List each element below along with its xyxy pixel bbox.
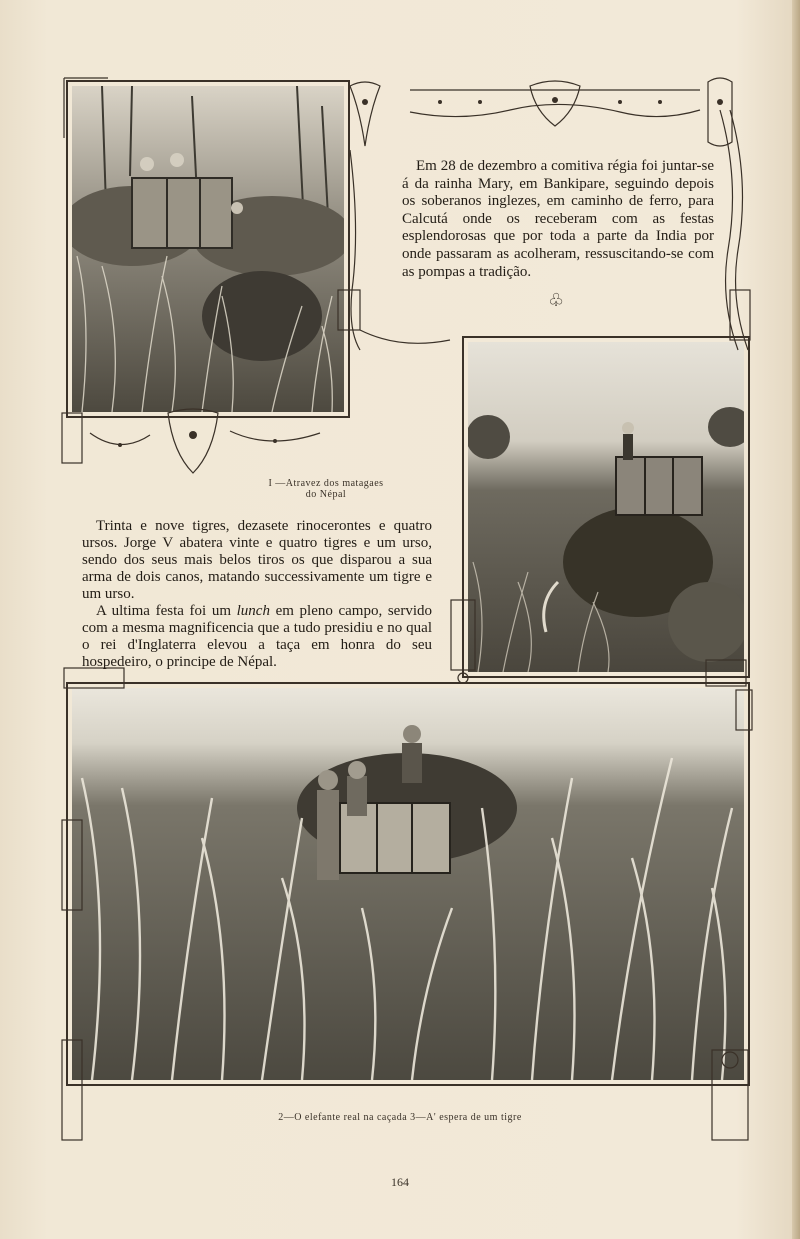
paragraph-middle-2-italic: lunch xyxy=(236,603,270,619)
ornament-top-band xyxy=(60,72,750,162)
caption-photo1-line1: I —Atravez dos matagaes xyxy=(268,478,384,489)
ornament-photo2-left xyxy=(445,590,485,690)
caption-bottom: 2—O elefante real na caçada 3—A' espera de um tigre xyxy=(278,1112,522,1123)
club-ornament-icon: ♧ xyxy=(548,290,565,311)
paragraph-middle-2-before: A ultima festa foi um xyxy=(96,603,237,619)
page-number: 164 xyxy=(391,1175,409,1189)
book-spine-shadow xyxy=(792,0,800,1239)
caption-photo1-line2: do Népal xyxy=(305,489,347,500)
ornament-bottom-left xyxy=(58,660,138,1160)
paragraph-middle-1: Trinta e nove tigres, dezasete rinocerontes e quatro ursos. Jorge V abatera vinte e quatro tigres e um urso, sendo dos seus mais belos tiros os que disparou a sua arma de dois canos, matando successivamente um tigre e um urso. xyxy=(82,518,432,602)
border-photo3 xyxy=(66,682,750,1086)
ornament-bottom-right xyxy=(700,650,760,1150)
caption-photo1 xyxy=(236,478,416,500)
paragraph-middle xyxy=(82,518,432,671)
border-photo2 xyxy=(462,336,750,678)
paragraph-middle-2-after: em pleno campo, servido com a mesma magnificencia que a tudo presidiu e no qual o rei d'Inglaterra elevou a taça em honra do seu hospedeiro, o principe de Népal. xyxy=(82,603,433,670)
paragraph-middle-2 xyxy=(82,603,432,671)
paragraph-top-text: Em 28 de dezembro a comitiva régia foi juntar-se á da rainha Mary, em Bankipare, seguindo depois os soberanos inglezes, em caminho de ferro, para Calcutá onde os receberam com as festas esplendorosas que por toda a parte da India por onde passaram as acolheram, ressuscitando-se com as pompas a tradição. xyxy=(402,158,714,280)
paragraph-top xyxy=(402,158,714,281)
